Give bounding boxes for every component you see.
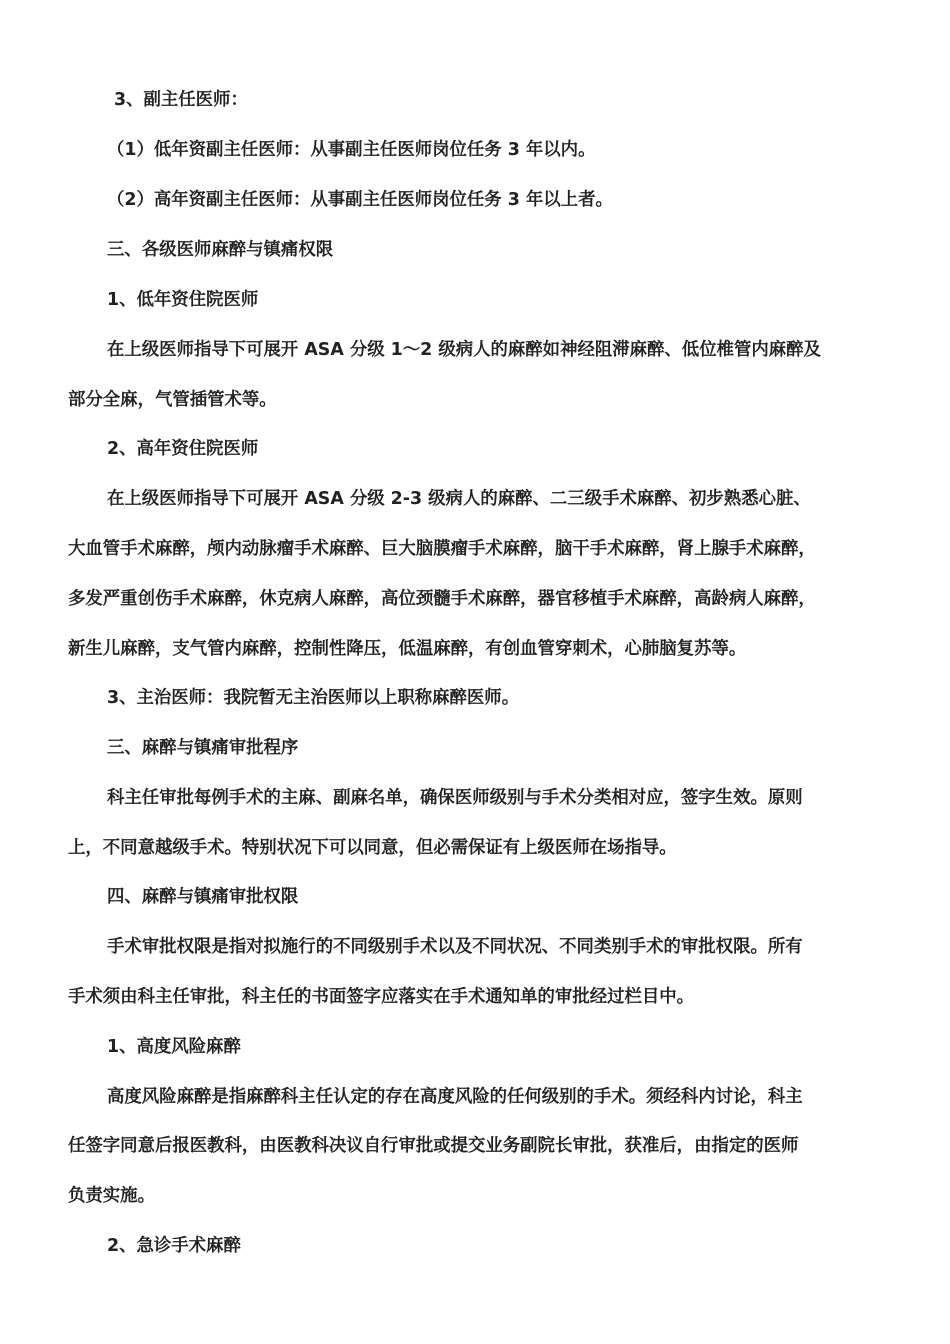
subheading-senior-resident: 2、高年资住院医师 xyxy=(107,439,259,459)
section-heading-approval-authority: 四、麻醉与镇痛审批权限 xyxy=(107,887,299,907)
paragraph-line: 高度风险麻醉是指麻醉科主任认定的存在高度风险的任何级别的手术。须经科内讨论，科主 xyxy=(107,1087,803,1107)
section-heading-associate-chief: 3、副主任医师： xyxy=(114,90,248,110)
paragraph-line: 手术须由科主任审批，科主任的书面签字应落实在手术通知单的审批经过栏目中。 xyxy=(68,987,695,1007)
paragraph-line: 在上级医师指导下可展开 ASA 分级 1～2 级病人的麻醉如神经阻滞麻醉、低位椎管内麻醉及 xyxy=(107,340,821,360)
paragraph-line: 大血管手术麻醉，颅内动脉瘤手术麻醉、巨大脑膜瘤手术麻醉，脑干手术麻醉，肾上腺手术麻醉， xyxy=(68,539,816,559)
section-heading-authority: 三、各级医师麻醉与镇痛权限 xyxy=(107,240,334,260)
subheading-high-risk: 1、高度风险麻醉 xyxy=(107,1037,241,1057)
subheading-attending: 3、主治医师：我院暂无主治医师以上职称麻醉医师。 xyxy=(107,688,520,708)
paragraph-line: 多发严重创伤手术麻醉，休克病人麻醉，高位颈髓手术麻醉，器官移植手术麻醉，高龄病人麻醉， xyxy=(68,589,816,609)
paragraph-line: 在上级医师指导下可展开 ASA 分级 2-3 级病人的麻醉、二三级手术麻醉、初步熟悉心脏、 xyxy=(107,489,811,509)
paragraph-line: 负责实施。 xyxy=(68,1186,155,1206)
paragraph-line: 上，不同意越级手术。特别状况下可以同意，但必需保证有上级医师在场指导。 xyxy=(68,838,677,858)
subheading-junior-resident: 1、低年资住院医师 xyxy=(107,290,259,310)
paragraph-line: 手术审批权限是指对拟施行的不同级别手术以及不同状况、不同类别手术的审批权限。所有 xyxy=(107,937,803,957)
section-heading-approval-procedure: 三、麻醉与镇痛审批程序 xyxy=(107,738,299,758)
list-item-junior-associate-chief: （1）低年资副主任医师：从事副主任医师岗位任务 3 年以内。 xyxy=(107,140,596,160)
paragraph-line: 任签字同意后报医教科，由医教科决议自行审批或提交业务副院长审批，获准后，由指定的医师 xyxy=(68,1136,799,1156)
paragraph-line: 部分全麻，气管插管术等。 xyxy=(68,390,277,410)
paragraph-line: 科主任审批每例手术的主麻、副麻名单，确保医师级别与手术分类相对应，签字生效。原则 xyxy=(107,788,803,808)
paragraph-line: 新生儿麻醉，支气管内麻醉，控制性降压，低温麻醉，有创血管穿刺术，心肺脑复苏等。 xyxy=(68,639,747,659)
list-item-senior-associate-chief: （2）高年资副主任医师：从事副主任医师岗位任务 3 年以上者。 xyxy=(107,190,613,210)
subheading-emergency: 2、急诊手术麻醉 xyxy=(107,1236,241,1256)
